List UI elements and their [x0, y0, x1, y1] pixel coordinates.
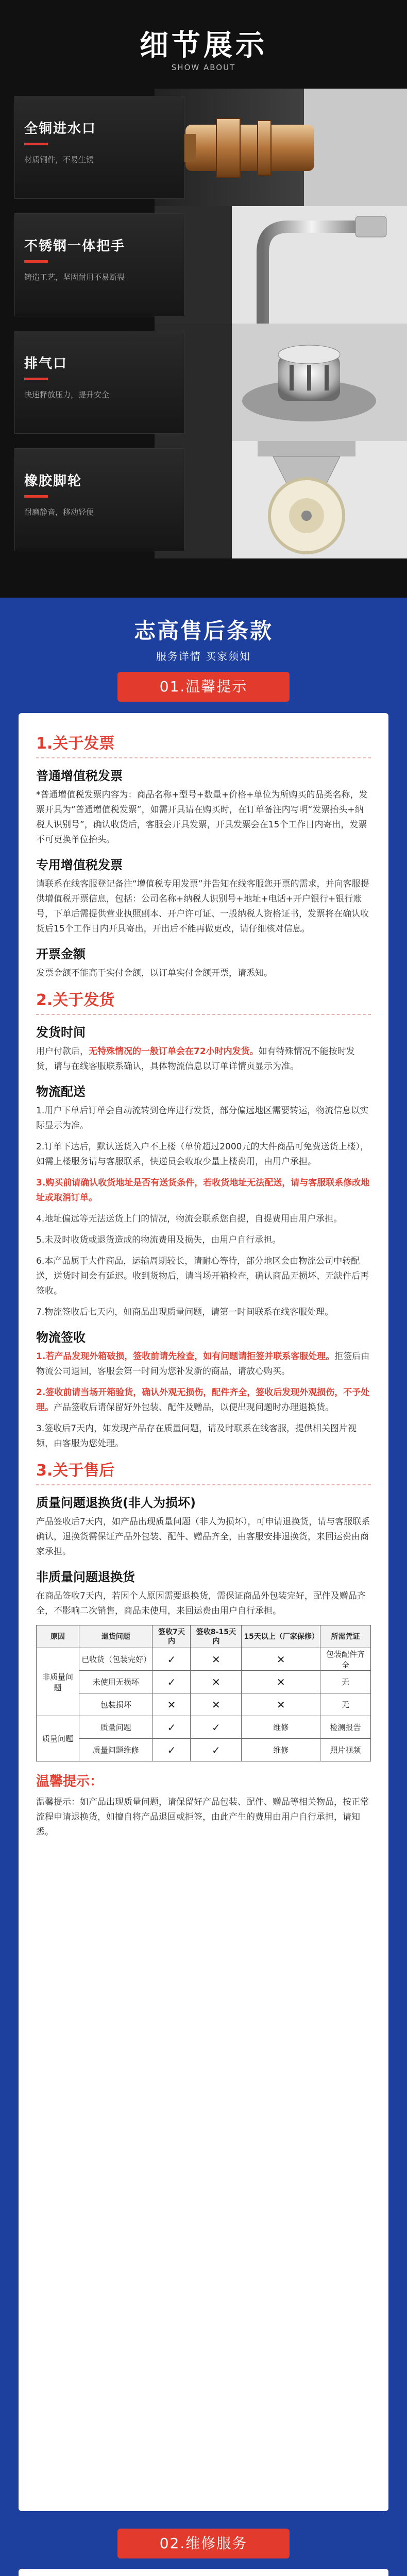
cell-7days: ✕	[152, 1693, 191, 1716]
table-row	[37, 1716, 371, 1739]
detail-desc: 材质铜件，不易生锈	[24, 155, 94, 164]
signing-highlight-1: 1.若产品发现外箱破损，签收前请先检查，如有问题请拒签并联系客服处理。	[36, 1351, 335, 1362]
th-issue: 退货问题	[79, 1625, 152, 1648]
group-quality: 质量问题	[37, 1716, 79, 1761]
signing-text-1a: 拒签后由物流公司退回，客服会第一时间为您补发新的商品，请放心购买。	[36, 1351, 370, 1377]
invoice-special-title: 专用增值税发票	[36, 858, 123, 872]
section-aftersale-title: 3.关于售后	[36, 1458, 371, 1485]
banner-warm-tips: 01.温馨提示	[117, 672, 290, 702]
delivery-title: 物流配送	[36, 1084, 86, 1099]
panel-services	[19, 2569, 388, 2576]
detail-row-vent	[0, 324, 407, 441]
invoice-amount-title: 开票金额	[36, 947, 86, 961]
accent-bar	[24, 495, 48, 498]
detail-label: 不锈钢一体把手	[24, 239, 126, 254]
caster-image	[155, 441, 407, 558]
cell-issue: 质量问题维修	[79, 1739, 152, 1761]
delivery-item-1: 1.用户下单后订单会自动流转到仓库进行发货，部分偏远地区需要转运，物流信息以实际显示为准。	[36, 1106, 369, 1131]
invoice-normal-title: 普通增值税发票	[36, 769, 123, 783]
cell-issue: 未使用无损坏	[79, 1671, 152, 1693]
delivery-item-5: 5.未及时收货或退货造成的物流费用及损失，由用户自行承担。	[36, 1235, 281, 1245]
return-policy-table	[36, 1625, 371, 1761]
table-row	[37, 1693, 371, 1716]
detail-card-vent	[14, 331, 184, 434]
delivery-item-7: 7.物流签收后七天内，如商品出现质量问题，请第一时间联系在线客服处理。	[36, 1307, 334, 1317]
table-row	[37, 1739, 371, 1761]
photo-caster	[155, 441, 407, 558]
detail-row-caster	[0, 441, 407, 558]
nonquality-return-text: 在商品签收7天内，若因个人原因需要退换货，需保证商品外包装完好，配件及赠品齐全，不影响二次销售，商品未使用，来回运费由用户自行承担。	[36, 1591, 366, 1616]
accent-bar	[24, 260, 48, 263]
cell-proof: 照片视频	[320, 1739, 371, 1761]
nonquality-return-title: 非质量问题退换货	[36, 1570, 135, 1584]
signing-text-2a: 产品签收后请保留好外包装、配件及赠品，以便出现问题时办理退换货。	[54, 1402, 334, 1413]
th-15plus: 15天以上（厂家保修）	[242, 1625, 320, 1648]
cell-proof: 包装配件齐全	[320, 1648, 371, 1671]
cell-7days: ✓	[152, 1671, 191, 1693]
ship-time-title: 发货时间	[36, 1025, 86, 1040]
th-8-15days: 签收8-15天内	[191, 1625, 242, 1648]
signing-highlight-2: 2.签收前请当场开箱验货，确认外观无损伤，配件齐全，签收后发现外观损伤，不予处理。	[36, 1387, 370, 1413]
photo-copper-inlet	[155, 89, 407, 206]
delivery-item-3: 3.购买前请确认收货地址是否有送货条件，若收货地址无法配送，请与客服联系修改地址或取消订单。	[36, 1178, 370, 1203]
warm-warning-title: 温馨提示：	[36, 1774, 104, 1789]
cell-issue: 包装损坏	[79, 1693, 152, 1716]
delivery-item-4: 4.地址偏远等无法送货上门的情况，物流会联系您自提，自提费用由用户承担。	[36, 1214, 343, 1224]
detail-label: 橡胶脚轮	[24, 473, 82, 489]
invoice-normal-text: *普通增值税发票内容为：商品名称+型号+数量+价格+单位为所购买的品类名称，发票开具为“普通增值税发票”，如需开具请在购买时，在订单备注内写明“发票抬头+纳税人识别号”，确认收货后，客服会开具发票，开具发票会在15个工作日内寄出，发票不可更换单位抬头。	[36, 790, 368, 845]
signing-title: 物流签收	[36, 1330, 86, 1345]
group-non-quality: 非质量问题	[37, 1648, 79, 1716]
detail-row-handle	[0, 206, 407, 324]
cell-15plus: 维修	[242, 1716, 320, 1739]
panel-warm-tips	[19, 713, 388, 2511]
th-proof: 所需凭证	[320, 1625, 371, 1648]
detail-label: 全铜进水口	[24, 121, 97, 137]
cell-7days: ✓	[152, 1716, 191, 1739]
cell-proof: 无	[320, 1693, 371, 1716]
cell-8-15days: ✓	[191, 1739, 242, 1761]
detail-row-inlet	[0, 89, 407, 206]
cell-15plus: ✕	[242, 1693, 320, 1716]
detail-card-caster	[14, 448, 184, 551]
handle-image	[155, 206, 407, 324]
section-shipping-title: 2.关于发货	[36, 987, 371, 1015]
copper-inlet-image	[155, 89, 407, 206]
th-7days: 签收7天内	[152, 1625, 191, 1648]
detail-title: 细节展示	[140, 29, 267, 62]
ship-time-text-b: 如有特殊情况不能按时发货，请与在线客服联系确认，具体物流信息以订单详情页显示为准。	[36, 1046, 355, 1072]
th-reason: 原因	[37, 1625, 79, 1648]
quality-return-text: 产品签收后7天内，如产品出现质量问题（非人为损坏），可申请退换货，请与客服联系确认，退换货需保证产品外包装、配件、赠品齐全，由客服安排退换货，来回运费由商家承担。	[36, 1517, 370, 1557]
policy-subtitle: 服务详情 买家须知	[156, 650, 251, 663]
delivery-item-2: 2.订单下达后，默认送货入户不上楼（单价超过2000元的大件商品可免费送货上楼），如需上楼服务请与客服联系，快递员会收取少量上楼费用，由用户承担。	[36, 1142, 369, 1167]
cell-15plus: ✕	[242, 1648, 320, 1671]
policy-section	[0, 598, 407, 2576]
ship-time-highlight: 无特殊情况的一般订单会在72小时内发货。	[89, 1046, 259, 1057]
cell-8-15days: ✕	[191, 1648, 242, 1671]
cell-proof: 检测报告	[320, 1716, 371, 1739]
vent-image	[155, 324, 407, 441]
signing-text-2	[36, 1385, 371, 1415]
cell-issue: 已收货（包装完好）	[79, 1648, 152, 1671]
detail-desc: 耐磨静音，移动轻便	[24, 507, 94, 517]
detail-card-handle	[14, 213, 184, 316]
detail-card-inlet	[14, 96, 184, 199]
invoice-amount-text: 发票金额不能高于实付金额，以订单实付金额开票，请悉知。	[36, 968, 273, 978]
photo-vent	[155, 324, 407, 441]
detail-desc: 快速释放压力，提升安全	[24, 390, 110, 399]
table-row	[37, 1671, 371, 1693]
detail-desc: 铸造工艺，坚固耐用不易断裂	[24, 273, 125, 282]
cell-8-15days: ✕	[191, 1693, 242, 1716]
table-row	[37, 1648, 371, 1671]
cell-7days: ✓	[152, 1648, 191, 1671]
signing-text-3: 3.签收后7天内，如发现产品存在质量问题，请及时联系在线客服，提供相关图片视频，由客服为您处理。	[36, 1423, 357, 1449]
detail-label: 排气口	[24, 356, 68, 371]
banner-services: 02.维修服务	[117, 2529, 290, 2558]
cell-7days: ✓	[152, 1739, 191, 1761]
policy-title: 志高售后条款	[133, 618, 273, 643]
invoice-special-text: 请联系在线客服登记备注“增值税专用发票”并告知在线客服您开票的需求，并向客服提供增值税开票信息，包括：公司名称+纳税人识别号+地址+电话+开户银行+银行账号，下单后需提供营业执照副本、开户许可证、一般纳税人资格证书，发票将在确认收货后15个工作日内开具寄出，开出后不能再做更改，请仔细核对信息。	[36, 879, 369, 934]
photo-handle	[155, 206, 407, 324]
accent-bar	[24, 143, 48, 145]
ship-time-text-a: 用户付款后，	[36, 1046, 89, 1057]
signing-text-1	[36, 1349, 371, 1379]
detail-section	[0, 0, 407, 598]
ship-time-text	[36, 1044, 371, 1074]
detail-subtitle: SHOW ABOUT	[171, 63, 236, 72]
cell-issue: 质量问题	[79, 1716, 152, 1739]
accent-bar	[24, 378, 48, 380]
cell-8-15days: ✕	[191, 1671, 242, 1693]
cell-15plus: 维修	[242, 1739, 320, 1761]
quality-return-title: 质量问题退换货(非人为损坏)	[36, 1496, 196, 1510]
cell-8-15days: ✓	[191, 1716, 242, 1739]
warm-warning-text: 温馨提示：如产品出现质量问题，请保留好产品包装、配件、赠品等相关物品，按正常流程申请退换货，如擅自将产品退回或拒签，由此产生的费用由用户自行承担，请知悉。	[36, 1797, 369, 1837]
cell-proof: 无	[320, 1671, 371, 1693]
table-header-row	[37, 1625, 371, 1648]
delivery-item-6: 6.本产品属于大件商品，运输周期较长，请耐心等待，部分地区会由物流公司中转配送，送货时间会有延迟。收到货物后，请当场开箱检查，确认商品无损坏、无缺件后再签收。	[36, 1256, 369, 1296]
cell-15plus: ✕	[242, 1671, 320, 1693]
section-invoice-title: 1.关于发票	[36, 731, 371, 758]
